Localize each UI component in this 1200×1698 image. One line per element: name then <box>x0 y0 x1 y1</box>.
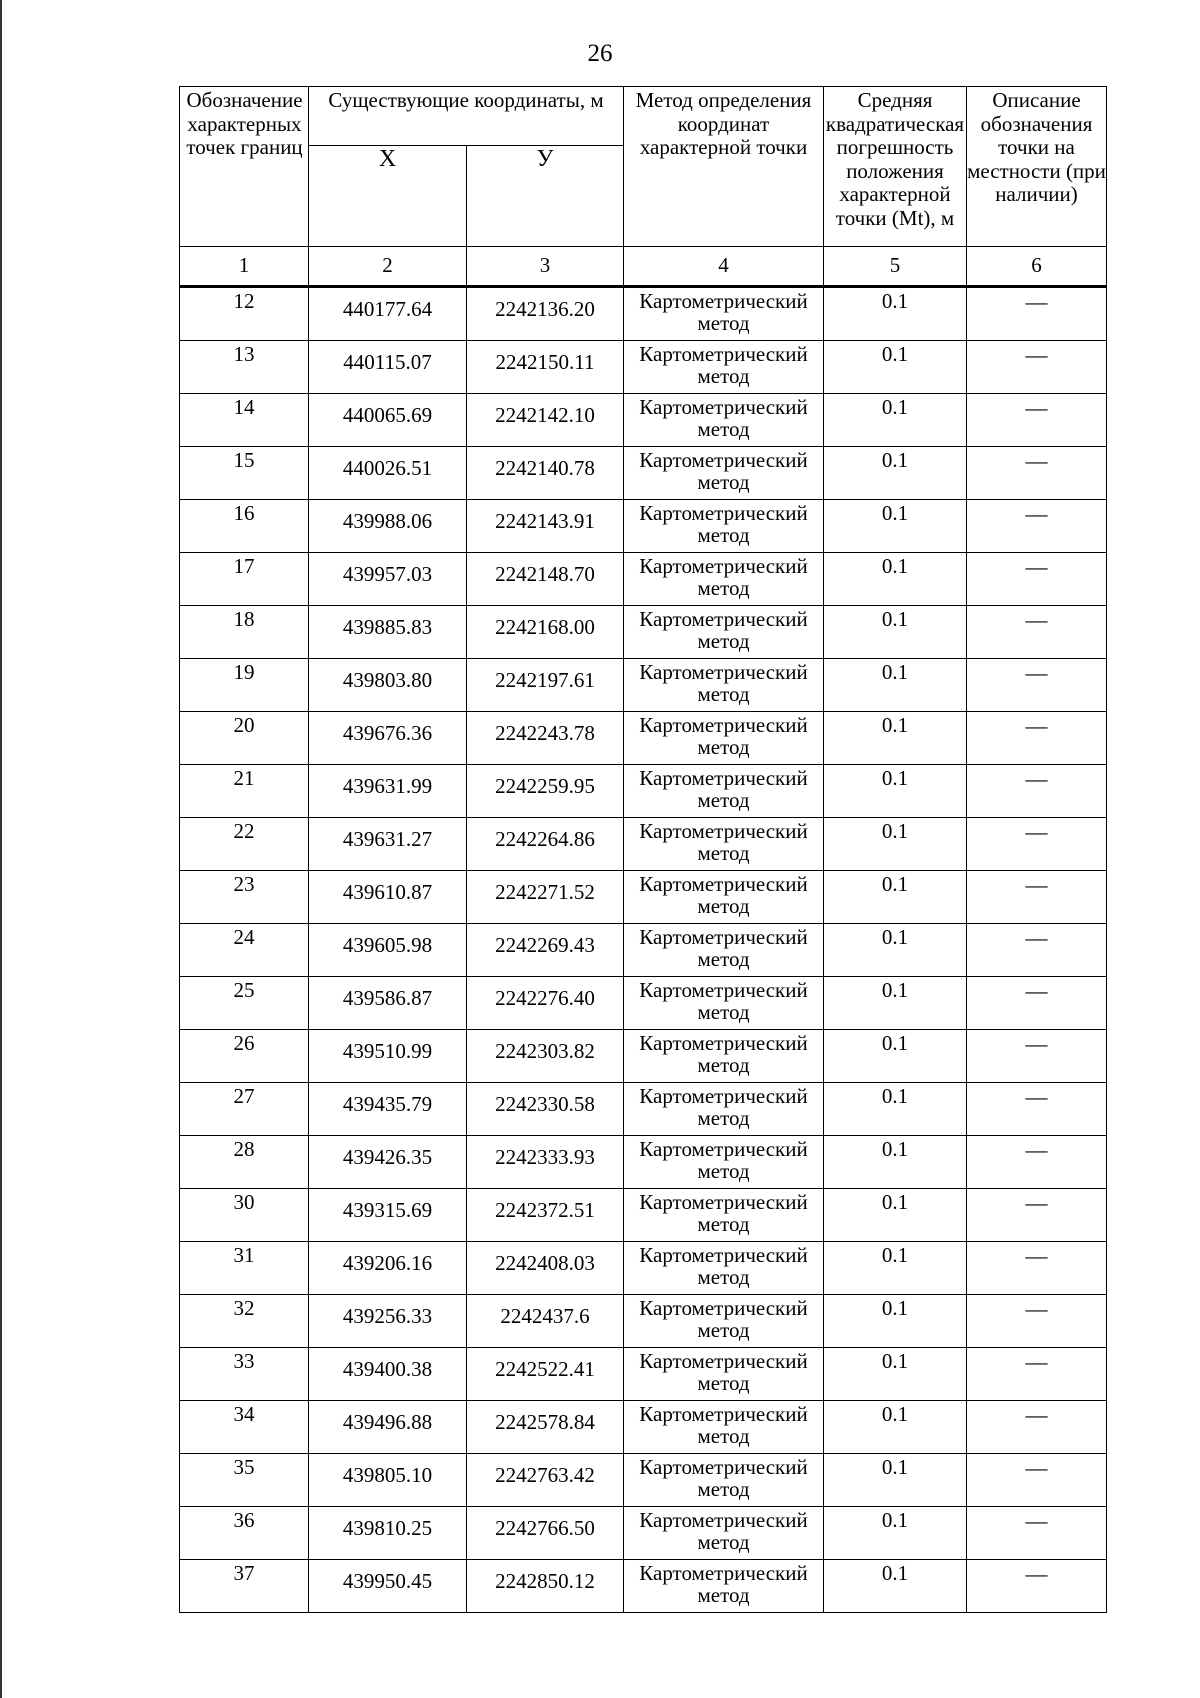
table-row <box>180 1560 1107 1613</box>
coord-y <box>467 765 624 818</box>
coord-x-value: 439610.87 <box>342 880 433 904</box>
point-number: 12 <box>180 287 309 341</box>
table-row <box>180 394 1107 447</box>
coord-x-value: 440065.69 <box>342 403 433 427</box>
table-row <box>180 1136 1107 1189</box>
mean-error: 0.1 <box>824 818 967 871</box>
coord-y-value: 2242408.03 <box>495 1251 595 1275</box>
description: — <box>967 394 1107 447</box>
coord-y-value: 2242150.11 <box>495 350 595 374</box>
coord-x-value: 439805.10 <box>342 1463 433 1487</box>
coord-x-value: 439885.83 <box>342 615 433 639</box>
point-number: 21 <box>180 765 309 818</box>
mean-error: 0.1 <box>824 1083 967 1136</box>
description: — <box>967 712 1107 765</box>
coord-y <box>467 606 624 659</box>
header-y: У <box>467 146 624 247</box>
table-row <box>180 1242 1107 1295</box>
description: — <box>967 1083 1107 1136</box>
page-number: 26 <box>587 40 613 67</box>
coord-x <box>309 606 467 659</box>
mean-error: 0.1 <box>824 500 967 553</box>
method: Картометрический метод <box>624 1136 824 1189</box>
coord-y <box>467 1083 624 1136</box>
header-existing-coords: Существующие координаты, м <box>309 87 624 146</box>
coord-x <box>309 500 467 553</box>
coord-x <box>309 1560 467 1613</box>
page-left-edge <box>0 0 2 1698</box>
table-row <box>180 1507 1107 1560</box>
coord-x-value: 439400.38 <box>342 1357 433 1381</box>
method: Картометрический метод <box>624 1295 824 1348</box>
description: — <box>967 1560 1107 1613</box>
point-number: 34 <box>180 1401 309 1454</box>
coord-x-value: 439631.27 <box>342 827 433 851</box>
mean-error: 0.1 <box>824 553 967 606</box>
table-row <box>180 287 1107 341</box>
point-number: 28 <box>180 1136 309 1189</box>
coord-x-value: 439315.69 <box>342 1198 433 1222</box>
coord-y-value: 2242303.82 <box>495 1039 595 1063</box>
coord-y <box>467 1401 624 1454</box>
coord-y-value: 2242333.93 <box>495 1145 595 1169</box>
column-number: 6 <box>967 247 1107 287</box>
header-x: Х <box>309 146 467 247</box>
coord-y-value: 2242148.70 <box>495 562 595 586</box>
coord-x <box>309 1083 467 1136</box>
method: Картометрический метод <box>624 871 824 924</box>
method: Картометрический метод <box>624 1560 824 1613</box>
point-number: 25 <box>180 977 309 1030</box>
point-number: 31 <box>180 1242 309 1295</box>
description: — <box>967 977 1107 1030</box>
method: Картометрический метод <box>624 765 824 818</box>
mean-error: 0.1 <box>824 1242 967 1295</box>
mean-error: 0.1 <box>824 287 967 341</box>
point-number: 14 <box>180 394 309 447</box>
coord-x <box>309 1136 467 1189</box>
coord-y-value: 2242522.41 <box>495 1357 595 1381</box>
description: — <box>967 924 1107 977</box>
method: Картометрический метод <box>624 1454 824 1507</box>
column-number: 3 <box>467 247 624 287</box>
coord-y <box>467 1348 624 1401</box>
coord-y <box>467 447 624 500</box>
coord-x-value: 439435.79 <box>342 1092 433 1116</box>
mean-error: 0.1 <box>824 1136 967 1189</box>
description: — <box>967 871 1107 924</box>
table-row <box>180 447 1107 500</box>
coord-y <box>467 659 624 712</box>
method: Картометрический метод <box>624 659 824 712</box>
coord-y-value: 2242259.95 <box>495 774 595 798</box>
description: — <box>967 1348 1107 1401</box>
coord-y-value: 2242140.78 <box>495 456 595 480</box>
point-number: 17 <box>180 553 309 606</box>
coord-x <box>309 287 467 341</box>
table-body <box>180 287 1107 1613</box>
method: Картометрический метод <box>624 394 824 447</box>
coord-x-value: 439957.03 <box>342 562 433 586</box>
coord-y-value: 2242243.78 <box>495 721 595 745</box>
description: — <box>967 1401 1107 1454</box>
coord-x <box>309 1242 467 1295</box>
coord-x-value: 439510.99 <box>342 1039 433 1063</box>
mean-error: 0.1 <box>824 1401 967 1454</box>
coord-y-value: 2242269.43 <box>495 933 595 957</box>
description: — <box>967 1030 1107 1083</box>
table-row <box>180 1401 1107 1454</box>
description: — <box>967 447 1107 500</box>
coord-y <box>467 818 624 871</box>
table-row <box>180 1454 1107 1507</box>
coord-x-value: 439586.87 <box>342 986 433 1010</box>
coord-x <box>309 1030 467 1083</box>
method: Картометрический метод <box>624 924 824 977</box>
table-row <box>180 1030 1107 1083</box>
coord-y <box>467 1560 624 1613</box>
method: Картометрический метод <box>624 1083 824 1136</box>
coord-y-value: 2242372.51 <box>495 1198 595 1222</box>
description: — <box>967 765 1107 818</box>
point-number: 13 <box>180 341 309 394</box>
coord-x-value: 439426.35 <box>342 1145 433 1169</box>
header-description: Описание обозначения точки на местности (при наличии) <box>967 87 1107 247</box>
description: — <box>967 818 1107 871</box>
coord-y-value: 2242168.00 <box>495 615 595 639</box>
coord-y <box>467 871 624 924</box>
mean-error: 0.1 <box>824 1560 967 1613</box>
description: — <box>967 606 1107 659</box>
point-number: 16 <box>180 500 309 553</box>
mean-error: 0.1 <box>824 394 967 447</box>
method: Картометрический метод <box>624 1348 824 1401</box>
method: Картометрический метод <box>624 818 824 871</box>
coord-y-value: 2242578.84 <box>495 1410 595 1434</box>
description: — <box>967 1454 1107 1507</box>
coord-x-value: 439676.36 <box>342 721 433 745</box>
coord-y-value: 2242850.12 <box>495 1569 595 1593</box>
coord-y <box>467 287 624 341</box>
coord-y-value: 2242437.6 <box>500 1304 590 1328</box>
coord-x <box>309 447 467 500</box>
coord-x-value: 440026.51 <box>342 456 433 480</box>
table-row <box>180 1083 1107 1136</box>
point-number: 33 <box>180 1348 309 1401</box>
point-number: 36 <box>180 1507 309 1560</box>
mean-error: 0.1 <box>824 765 967 818</box>
coord-y <box>467 341 624 394</box>
coord-x-value: 439988.06 <box>342 509 433 533</box>
coord-y-value: 2242136.20 <box>495 297 595 321</box>
table-row <box>180 659 1107 712</box>
method: Картометрический метод <box>624 1401 824 1454</box>
coord-y <box>467 712 624 765</box>
method: Картометрический метод <box>624 1030 824 1083</box>
coord-x-value: 440115.07 <box>343 350 432 374</box>
coord-x <box>309 394 467 447</box>
mean-error: 0.1 <box>824 341 967 394</box>
coord-y-value: 2242142.10 <box>495 403 595 427</box>
coord-y <box>467 1136 624 1189</box>
column-number: 1 <box>180 247 309 287</box>
mean-error: 0.1 <box>824 1295 967 1348</box>
column-number: 2 <box>309 247 467 287</box>
table-row <box>180 500 1107 553</box>
coord-x-value: 439631.99 <box>342 774 433 798</box>
table-row <box>180 606 1107 659</box>
coord-x <box>309 1454 467 1507</box>
point-number: 30 <box>180 1189 309 1242</box>
coord-y-value: 2242763.42 <box>495 1463 595 1487</box>
table-row <box>180 1189 1107 1242</box>
coord-x-value: 439256.33 <box>342 1304 433 1328</box>
table-row <box>180 924 1107 977</box>
table-row <box>180 1295 1107 1348</box>
table-row <box>180 553 1107 606</box>
point-number: 32 <box>180 1295 309 1348</box>
coord-x-value: 439803.80 <box>342 668 433 692</box>
header-method: Метод определения координат характерной точки <box>624 87 824 247</box>
mean-error: 0.1 <box>824 1348 967 1401</box>
point-number: 37 <box>180 1560 309 1613</box>
coord-x <box>309 712 467 765</box>
coord-y-value: 2242271.52 <box>495 880 595 904</box>
point-number: 19 <box>180 659 309 712</box>
column-number: 5 <box>824 247 967 287</box>
coord-y-value: 2242264.86 <box>495 827 595 851</box>
coord-y <box>467 1189 624 1242</box>
method: Картометрический метод <box>624 341 824 394</box>
coord-y <box>467 500 624 553</box>
point-number: 22 <box>180 818 309 871</box>
mean-error: 0.1 <box>824 924 967 977</box>
table-row <box>180 871 1107 924</box>
method: Картометрический метод <box>624 1189 824 1242</box>
coord-x-value: 439950.45 <box>342 1569 433 1593</box>
coord-y <box>467 1454 624 1507</box>
mean-error: 0.1 <box>824 606 967 659</box>
description: — <box>967 341 1107 394</box>
coord-x <box>309 659 467 712</box>
coord-x <box>309 924 467 977</box>
description: — <box>967 1136 1107 1189</box>
mean-error: 0.1 <box>824 1507 967 1560</box>
description: — <box>967 1295 1107 1348</box>
coord-x <box>309 1401 467 1454</box>
coord-y <box>467 1030 624 1083</box>
description: — <box>967 1507 1107 1560</box>
coord-y-value: 2242766.50 <box>495 1516 595 1540</box>
coord-x <box>309 1295 467 1348</box>
coord-x <box>309 1507 467 1560</box>
description: — <box>967 553 1107 606</box>
table-row <box>180 977 1107 1030</box>
method: Картометрический метод <box>624 1242 824 1295</box>
table-row <box>180 712 1107 765</box>
coord-x <box>309 818 467 871</box>
header-error: Средняя квадратическая погрешность положения характерной точки (Mt), м <box>824 87 967 247</box>
coord-y <box>467 977 624 1030</box>
mean-error: 0.1 <box>824 659 967 712</box>
mean-error: 0.1 <box>824 712 967 765</box>
column-numbers-row <box>180 247 1107 287</box>
coord-x-value: 439206.16 <box>342 1251 433 1275</box>
coord-x <box>309 1189 467 1242</box>
point-number: 15 <box>180 447 309 500</box>
coord-x <box>309 765 467 818</box>
coord-y-value: 2242276.40 <box>495 986 595 1010</box>
coord-y <box>467 1295 624 1348</box>
description: — <box>967 1242 1107 1295</box>
coord-x-value: 440177.64 <box>342 297 433 321</box>
coord-x <box>309 1348 467 1401</box>
mean-error: 0.1 <box>824 977 967 1030</box>
header-designation: Обозначение характерных точек границ <box>180 87 309 247</box>
description: — <box>967 500 1107 553</box>
point-number: 27 <box>180 1083 309 1136</box>
point-number: 24 <box>180 924 309 977</box>
coord-y <box>467 553 624 606</box>
coord-y <box>467 1507 624 1560</box>
coord-x <box>309 553 467 606</box>
coord-x-value: 439810.25 <box>342 1516 433 1540</box>
coord-y-value: 2242143.91 <box>495 509 595 533</box>
mean-error: 0.1 <box>824 1030 967 1083</box>
method: Картометрический метод <box>624 447 824 500</box>
coord-x <box>309 977 467 1030</box>
method: Картометрический метод <box>624 553 824 606</box>
column-number: 4 <box>624 247 824 287</box>
mean-error: 0.1 <box>824 447 967 500</box>
point-number: 26 <box>180 1030 309 1083</box>
coord-y-value: 2242197.61 <box>495 668 595 692</box>
mean-error: 0.1 <box>824 871 967 924</box>
mean-error: 0.1 <box>824 1454 967 1507</box>
coord-y <box>467 924 624 977</box>
description: — <box>967 287 1107 341</box>
boundary-points-table <box>179 86 1107 1613</box>
coord-x <box>309 871 467 924</box>
method: Картометрический метод <box>624 606 824 659</box>
description: — <box>967 1189 1107 1242</box>
coord-x-value: 439496.88 <box>342 1410 433 1434</box>
point-number: 35 <box>180 1454 309 1507</box>
description: — <box>967 659 1107 712</box>
point-number: 20 <box>180 712 309 765</box>
coord-x <box>309 341 467 394</box>
coord-y-value: 2242330.58 <box>495 1092 595 1116</box>
table-row <box>180 818 1107 871</box>
method: Картометрический метод <box>624 1507 824 1560</box>
method: Картометрический метод <box>624 977 824 1030</box>
method: Картометрический метод <box>624 500 824 553</box>
coord-x-value: 439605.98 <box>342 933 433 957</box>
method: Картометрический метод <box>624 287 824 341</box>
coord-y <box>467 1242 624 1295</box>
method: Картометрический метод <box>624 712 824 765</box>
table-row <box>180 765 1107 818</box>
coord-y <box>467 394 624 447</box>
table-row <box>180 341 1107 394</box>
point-number: 18 <box>180 606 309 659</box>
point-number: 23 <box>180 871 309 924</box>
table-row <box>180 1348 1107 1401</box>
mean-error: 0.1 <box>824 1189 967 1242</box>
